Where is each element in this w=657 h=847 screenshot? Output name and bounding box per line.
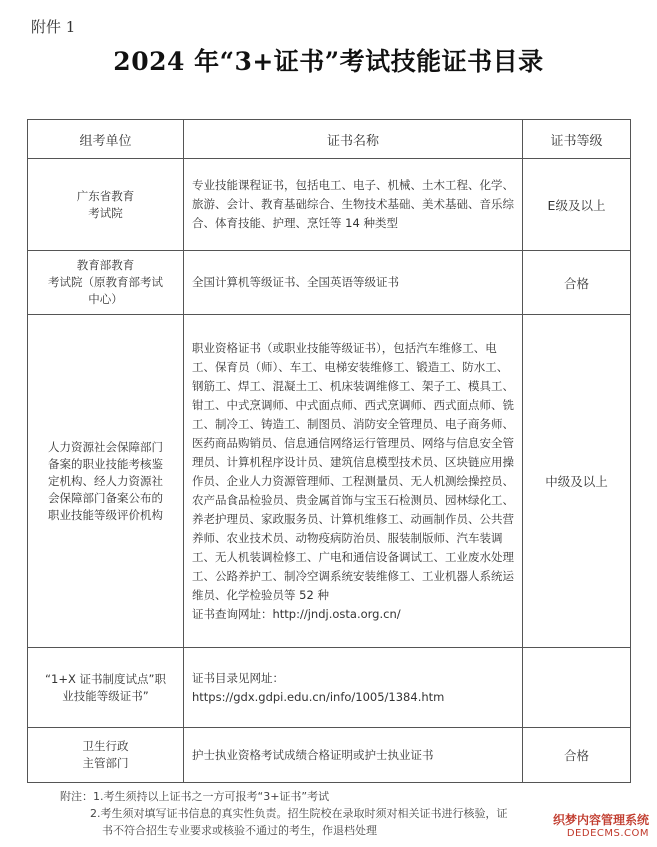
cert-directory-url: https://gdx.gdpi.edu.cn/info/1005/1384.htm bbox=[192, 689, 445, 704]
note-item: 1.考生须持以上证书之一方可报考“3+证书”考试 bbox=[93, 790, 330, 803]
grade-cell: E级及以上 bbox=[523, 159, 631, 251]
note-line: 2.考生须对填写证书信息的真实性负责。招生院校在录取时须对相关证书进行核验，证 bbox=[90, 807, 508, 820]
org-cell bbox=[28, 315, 184, 648]
grade-cell bbox=[523, 648, 631, 728]
org-cell bbox=[28, 159, 184, 251]
org-line: 业技能等级证书” bbox=[62, 688, 149, 703]
org-line: 备案的职业技能考核鉴 bbox=[48, 456, 163, 471]
org-line: 职业技能等级评价机构 bbox=[48, 507, 163, 522]
org-line: 人力资源社会保障部门 bbox=[48, 439, 163, 454]
certificate-table bbox=[27, 119, 631, 783]
cert-text: 证书目录见网址： bbox=[192, 670, 284, 685]
column-header-org: 组考单位 bbox=[28, 120, 184, 159]
cert-cell bbox=[184, 159, 523, 251]
cert-text: 全国计算机等级证书、全国英语等级证书 bbox=[192, 275, 399, 289]
page-title: 2024 年“3+证书”考试技能证书目录 bbox=[113, 47, 544, 76]
org-line: 会保障部门备案公布的 bbox=[48, 490, 163, 505]
column-header-cert: 证书名称 bbox=[184, 120, 523, 159]
table-row bbox=[28, 315, 631, 648]
org-line: 卫生行政 bbox=[82, 739, 129, 753]
grade-cell: 合格 bbox=[523, 251, 631, 315]
note-line bbox=[60, 788, 640, 805]
org-line: 考试院（原教育部考试 bbox=[48, 275, 163, 289]
org-cell bbox=[28, 648, 184, 728]
cert-cell bbox=[184, 648, 523, 728]
org-line: 定机构、经人力资源社 bbox=[48, 473, 163, 488]
grade-cell: 合格 bbox=[523, 728, 631, 783]
watermark-domain: DEDECMS.COM bbox=[566, 828, 649, 839]
cert-cell bbox=[184, 251, 523, 315]
table-row bbox=[28, 648, 631, 728]
org-line: “1+X 证书制度试点”职 bbox=[45, 671, 166, 686]
cert-text: 护士执业资格考试成绩合格证明或护士执业证书 bbox=[192, 747, 434, 762]
grade-cell: 中级及以上 bbox=[523, 315, 631, 648]
org-line: 主管部门 bbox=[82, 756, 129, 770]
org-line: 教育部教育 bbox=[76, 258, 135, 272]
org-cell bbox=[28, 728, 184, 783]
watermark-text: 织梦内容管理系统 bbox=[552, 813, 649, 827]
cert-cell bbox=[184, 728, 523, 783]
org-cell bbox=[28, 251, 184, 315]
org-line: 考试院 bbox=[88, 205, 123, 220]
cert-text: 职业资格证书（或职业技能等级证书），包括汽车维修工、电工、保育员（师）、车工、电梯安装维修工、锻造工、防水工、钢筋工、焊工、混凝土工、机床装调维修工、架子工、模具工、钳工、中式烹调师、中式面点师、西式烹调师、西式面点师、铣工、制冷工、铸造工、制图员、消防安全管理员、电子商务师、医药商品购销员、信息通信网络运行管理员、网络与信息安全管理员、计算机程序设计员、建筑信息模型技术员、区块链应用操作员、企业人力资源管理师、工程测量员、无人机测绘操控员、农产品食品检验员、贵金属首饰与宝玉石检测员、园林绿化工、养老护理员、家政服务员、计算机维修工、动画制作员、公共营养师、农业技术员、动物疫病防治员、服装制版师、汽车装调工、无人机装调检修工、广电和通信设备调试工、工业废水处理工、公路养护工、制冷空调系统安装维修工、工业机器人系统运维员、化学检验员等 52 种 bbox=[192, 340, 514, 602]
table-row bbox=[28, 159, 631, 251]
table-row bbox=[28, 728, 631, 783]
watermark bbox=[553, 811, 649, 839]
note-label: 附注： bbox=[60, 790, 93, 803]
note-line: 书不符合招生专业要求或核验不通过的考生，作退档处理 bbox=[102, 824, 377, 837]
cert-text: 专业技能课程证书，包括电工、电子、机械、土木工程、化学、旅游、会计、教育基础综合、生物技术基础、美术基础、音乐综合、体育技能、护理、烹饪等 14 种类型 bbox=[192, 178, 514, 230]
org-line: 广东省教育 bbox=[76, 188, 135, 203]
org-line: 中心） bbox=[88, 292, 123, 306]
cert-query-url: 证书查询网址：http://jndj.osta.org.cn/ bbox=[192, 606, 401, 621]
table-row bbox=[28, 251, 631, 315]
cert-cell bbox=[184, 315, 523, 648]
attachment-label: 附件 1 bbox=[31, 18, 76, 36]
column-header-grade: 证书等级 bbox=[523, 120, 631, 159]
table-header-row bbox=[28, 120, 631, 159]
